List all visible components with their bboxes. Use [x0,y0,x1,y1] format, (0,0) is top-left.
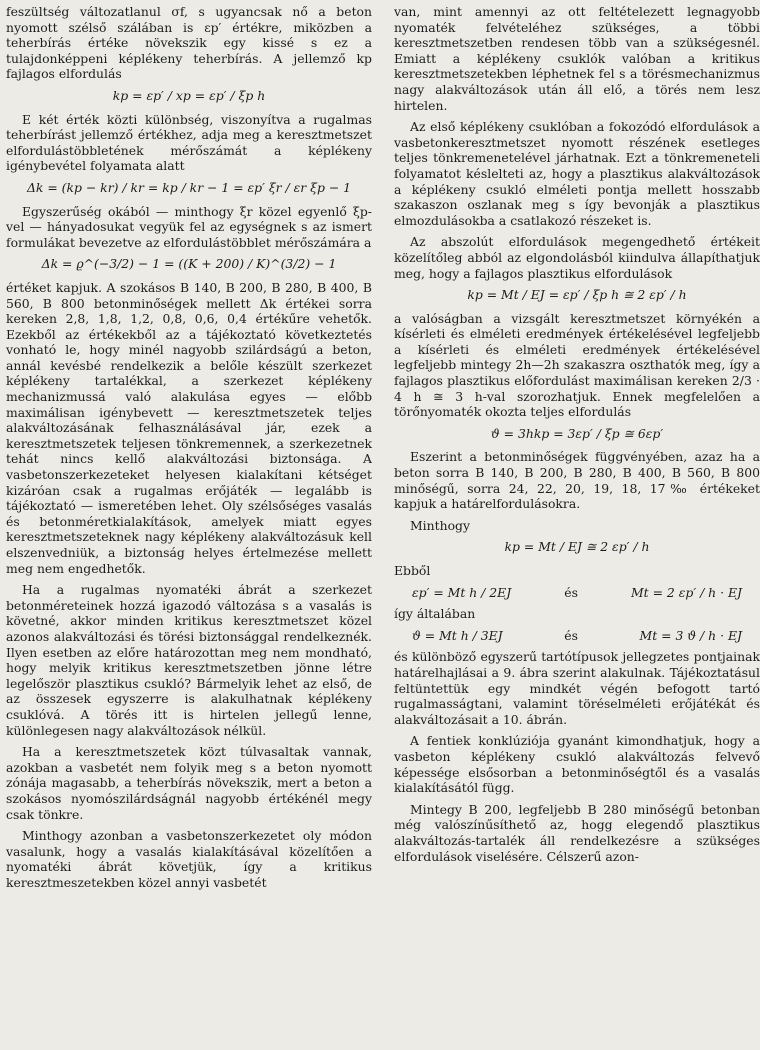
equation-row [394,585,760,601]
equation: Mt = 3 ϑ / h · EJ [639,627,742,643]
equation: Mt = 2 εp′ / h · EJ [630,584,742,600]
paragraph: és különböző egyszerű tartótípusok jellegzetes pontjainak határelhajlásai a 9. ábra szerint alakulnak. Tájékoztatásul feltüntettük egy mindkét végén befogott tartó rugalmasságtani, valamint töréselméleti erőjátékát és alakváltozásait a 10. ábrán. [394,649,760,727]
equation: kp = Mt / EJ ≅ 2 εp′ / h [504,539,650,555]
paragraph: A fentiek konklúziója gyanánt kimondhatjuk, hogy a vasbeton képlékeny csukló alakváltozás felvevő képessége elsősorban a betonminőségtől és a vasalás kialakításától függ. [394,733,760,796]
paragraph: értéket kapjuk. A szokásos B 140, B 200, B 280, B 400, B 560, B 800 betonminőségek mellett Δk értékei sorra kereken 2,8, 1,8, 1,2, 0,8, 0,6, 0,4 értékűre vehetők. Ezekből az értékekből az a tájékoztató következtetés vonható le, hogy minél nagyobb szilárdságú a beton, annál kevésbé rendelkezik a belőle készült szerkezet képlékeny tartalékkal, a szerkezet képlékeny mechanizmussá való alakulása egyes — előbb maximálisan igénybevett — keresztmetszetek teljes alakváltozásának felhasználásával jár, ezek a keresztmetszetek teljesen tönkremennek, a szerkezetnek tehát nincs kellő alakváltozási biztonsága. A vasbetonszerkezeteket helyesen kialakítani kétséget kizáróan csak a rugalmas erőjáték — legalább is tájékoztató — ismeretében lehet. Oly szélsőséges vasalás és betonméretkialakítások, amelyek miatt egyes keresztmetszeteknek nagy képlékeny alakváltozásuk kell elszenvedniük, a biztonság helyes értelmezése mellett meg nem engedhetők. [6,279,372,576]
paragraph: Eszerint a betonminőségek függvényében, azaz ha a beton sorra B 140, B 200, B 280, B 400, B 560, B 800 minőségű, sorra 24, 22, 20, 19, 18, 17‰ értékeket kapjuk a határelfordulásokra. [394,449,760,512]
paragraph: a valóságban a vizsgált keresztmetszet környékén a kísérleti és elméleti eredmények értékelésével legfeljebb a kísérleti és elméleti eredmények értékelésével legfeljebb mintegy 2h—2h szakaszra oszthatók meg, így a fajlagos plasztikus előfordulást maximálisan kereken 2/3 · 4 h ≅ 3 h-val szorozhatjuk. Ennek megfelelően a törőnyomaték okozta teljes elfordulás [394,310,760,420]
paragraph: Az abszolút elfordulások megengedhető értékeit közelítőleg abból az elgondolásból kiindulva állapíthatjuk meg, hogy a fajlagos plasztikus elfordulások [394,234,760,281]
equation: ϑ = Mt h / 3EJ [412,627,503,643]
paragraph: E két érték közti különbség, viszonyítva a rugalmas teherbírást jellemző értékhez, adja meg a keresztmetszet elfordulástöbbletének mérőszámát a képlékeny igénybevétel folyamata alatt [6,111,372,174]
paragraph: feszültség változatlanul σf, s ugyancsak nő a beton nyomott szélső szálában is εp′ értékre, miközben a teherbírás értéke növekszik egy kissé s ez a tulajdonképpeni képlékeny teherbírás. A jellemző kp fajlagos elfordulás [6,4,372,82]
paragraph: Mintegy B 200, legfeljebb B 280 minőségű betonban még valószínűsíthető az, hogg elegendő plasztikus alakváltozás-tartalék áll rendelkezésre a szükséges elfordulások viselésére. Célszerű azon- [394,801,760,864]
equation: Δk = ϱ^(−3/2) − 1 = ((K + 200) / K)^(3/2) − 1 [41,256,337,272]
paragraph: Minthogy [410,517,470,533]
paragraph: Egyszerűség okából — minthogy ξr közel egyenlő ξp-vel — hányadosukat vegyük fel az egységnek s az ismert formulákat bevezetve az elfordulástöbblet mérőszámára a [6,203,372,250]
equation: Δk = (kp − kr) / kr = kp / kr − 1 = εp′ ξr / εr ξp − 1 [26,179,352,195]
paragraph: így általában [394,606,476,622]
paragraph: Minthogy azonban a vasbetonszerkezetet oly módon vasalunk, hogy a vasalás kialakításával közelítően a nyomatéki ábrát követjük, így a kritikus keresztmeszetekben közel annyi vasbetét [6,828,372,890]
equation: ϑ = 3hkp = 3εp′ / ξp ≅ 6εp′ [490,425,664,441]
paragraph: Az első képlékeny csuklóban a fokozódó elfordulások a vasbetonkeresztmetszet nyomott részének esetleges teljes tönkremenetelével járhatnak. Ezt a tönkremeneteli folyamatot késlelteti az, hogy a plasztikus alakváltozások a képlékeny csukló elméleti pontja mellett hosszabb szakaszon oszlanak meg s így bevonják a plasztikus elmozdulásokba a csatlakozó részeket is. [394,119,760,228]
paragraph: Ebből [394,563,431,578]
left-column [6,4,372,896]
paragraph: van, mint amennyi az ott feltételezett legnagyobb nyomaték felvételéhez szükséges, a többi keresztmetszetben rendesen több van a szükségesnél. Emiatt a képlékeny csuklók valóban a kritikus keresztmetszetekben léphetnek fel s a törésmechanizmus nagy alakváltozások után áll elő, a törés nem lesz hirtelen. [394,4,760,113]
equation: kp = εp′ / xp = εp′ / ξp h [112,87,266,103]
conjunction-text: és [564,627,578,643]
equation: kp = Mt / EJ = εp′ / ξp h ≅ 2 εp′ / h [467,287,687,303]
equation-row [394,628,760,644]
conjunction-text: és [564,584,578,600]
equation: εp′ = Mt h / 2EJ [412,584,512,600]
paragraph: Ha a keresztmetszetek közt túlvasaltak vannak, azokban a vasbetét nem folyik meg s a beton nyomott zónája magasabb, a teherbírás növekszik, mert a beton a szokásos nyomószilárdságnál nagyobb értékénél megy csak tönkre. [6,744,372,822]
paragraph: Ha a rugalmas nyomatéki ábrát a szerkezet betonméreteinek hozzá igazodó változása s a vasalás is követné, akkor minden kritikus keresztmetszet közel azonos alakváltozási és törési biztonsággal rendelkeznék. Ilyen esetben az előre határozottan meg nem mondható, hogy melyik kritikus keresztmetszetben jönne létre legelőször plasztikus csukló? Bármelyik lehet az első, de az összesek egyszerre is alakulhatnak képlékeny csuklóvá. A törés itt is hirtelen jellegű lenne, különlegesen nagy alakváltozások nélkül. [6,582,372,738]
right-column [394,4,760,870]
